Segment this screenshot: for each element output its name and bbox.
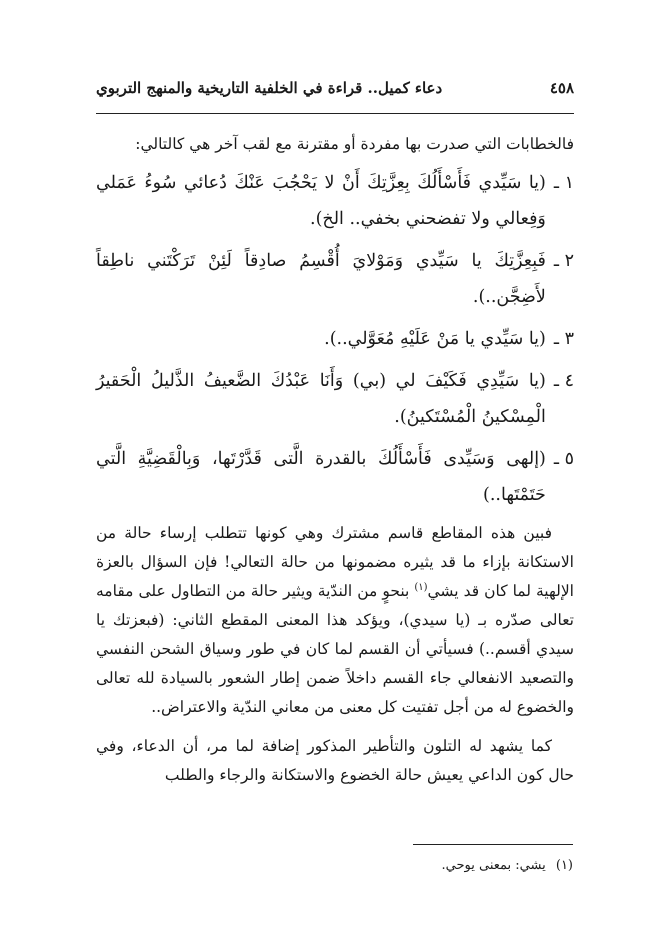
page-number: ٤٥٨ — [549, 79, 574, 97]
footnote-mark: (١) — [555, 858, 573, 873]
item-number: ٥ ـ — [553, 449, 574, 469]
item-number: ١ ـ — [553, 173, 574, 193]
footnote-text: يشي: بمعنى يوحي. — [441, 858, 546, 873]
footnote — [95, 856, 573, 876]
numbered-item-3 — [96, 321, 574, 357]
numbered-item-2 — [96, 243, 574, 315]
numbered-item-1 — [96, 165, 574, 237]
footnote-divider — [413, 844, 573, 845]
item-text: (إلهى وَسَيِّدى فَأَسْأَلُكَ بالقدرة الَّتى قَدَّرْتَها، وَبِالْقَضِيَّةِ الَّتي حَتَمْتَها..) — [96, 449, 546, 505]
item-text: (يا سَيِّدِي فَكَيْفَ لي (بي) وَأَنَا عَبْدُكَ الضَّعيفُ الذَّليلُ الْحَقيرُ الْمِسْكينُ الْمُسْتَكينُ). — [96, 371, 546, 427]
intro-line: فالخطابات التي صدرت بها مفردة أو مقترنة مع لقب آخر هي كالتالي: — [135, 135, 574, 153]
paragraph-1 — [96, 519, 574, 722]
running-header — [96, 74, 574, 102]
paragraph-1-part-1: فبين هذه المقاطع قاسم مشترك وهي كونها تتطلب إرساء حالة من الاستكانة بإزاء ما قد يثيره مضمونها من حالة التعالي! فإن السؤال بالعزة الإلهية لما كان قد يشي — [96, 524, 574, 600]
item-number: ٤ ـ — [553, 371, 574, 391]
running-title: دعاء كميل.. قراءة في الخلفية التاريخية والمنهج التربوي — [96, 79, 443, 97]
numbered-item-5 — [96, 441, 574, 513]
item-text: (يا سَيِّدي يا مَنْ عَلَيْهِ مُعَوَّلي..). — [324, 329, 546, 349]
item-text: فَبِعِزَّتِكَ يا سَيِّدي وَمَوْلايَ أُقْسِمُ صادِقاً لَئِنْ تَرَكْتَني ناطِقاً لأَضِجَّن..). — [96, 251, 546, 307]
paragraph-1-part-2: بنحوٍ من الندّية ويثير حالة من التطاول على مقامه تعالى صدّره بـ (يا سيدي)، ويؤكد هذا المعنى المقطع الثاني: (فبعزتك يا سيدي أقسم..) فسيأتي أن القسم لما كان في طور وسياق الشحن النفسي والتصعيد الانفعالي جاء القسم داخلاً ضمن إطار الشعور بالسيادة لله تعالى والخضوع له من أجل تفتيت كل معنى من معاني الندّية والاعتراض.. — [96, 582, 574, 716]
main-text — [96, 130, 574, 790]
item-number: ٣ ـ — [553, 329, 574, 349]
footnote-reference[interactable]: (١) — [414, 581, 428, 593]
item-text: (يا سَيِّدي فَأَسْأَلُكَ بِعِزَّتِكَ أَنْ لا يَحْجُبَ عَنْكَ دُعائي سُوءُ عَمَلي وَفِعالي ولا تفضحني بخفي.. الخ). — [96, 173, 546, 229]
numbered-item-4 — [96, 363, 574, 435]
header-divider — [96, 113, 574, 114]
paragraph-2: كما يشهد له التلون والتأطير المذكور إضافة لما مر، أن الدعاء، وفي حال كون الداعي يعيش حالة الخضوع والاستكانة والرجاء والطلب — [96, 737, 574, 784]
item-number: ٢ ـ — [553, 251, 574, 271]
